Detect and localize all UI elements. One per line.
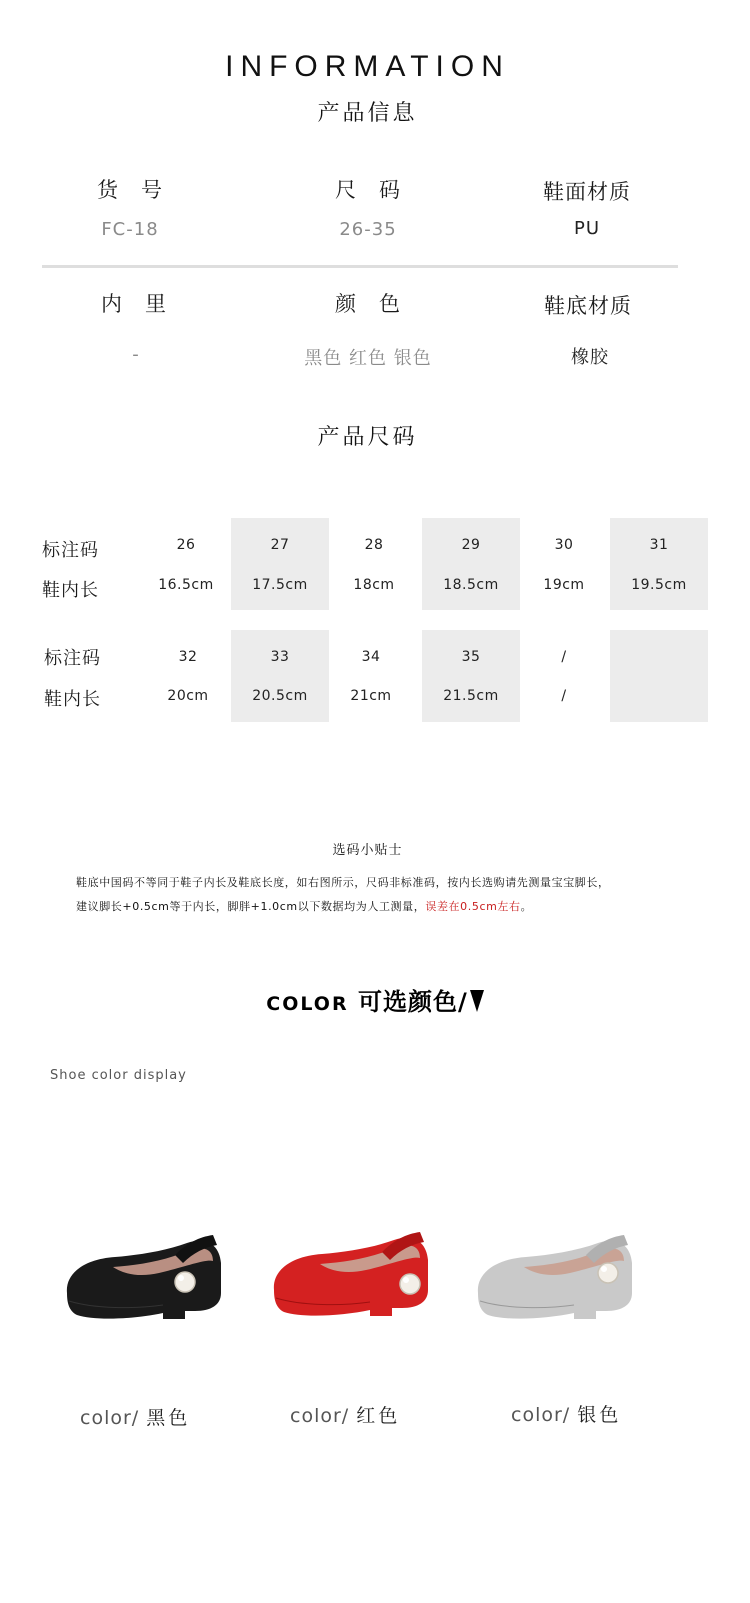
length-value: 18.5cm (443, 577, 499, 593)
size-cell (231, 518, 329, 610)
length-value: 21cm (350, 688, 392, 704)
caption-color-name: 银色 (577, 1404, 622, 1426)
attr-label-lining: 内 里 (101, 292, 167, 316)
length-value: 16.5cm (158, 577, 214, 593)
attr-value-item-no: FC-18 (101, 219, 159, 240)
down-triangle-icon (470, 990, 484, 1012)
caption-prefix: color/ (511, 1404, 571, 1426)
tips-line-2 (76, 898, 532, 914)
color-heading-zh: 可选颜色/ (357, 988, 468, 1016)
length-value: 17.5cm (252, 577, 308, 593)
size-value: 29 (461, 537, 481, 553)
size-value: 34 (361, 649, 381, 665)
length-value: / (561, 688, 567, 704)
tips-line-1: 鞋底中国码不等同于鞋子内长及鞋底长度，如右图所示，尺码非标准码，按内长选购请先测量宝宝脚长， (76, 876, 610, 889)
attr-value-color: 黑色 红色 银色 (304, 348, 432, 369)
size-cell (139, 630, 237, 722)
tips-line-2-text: 建议脚长+0.5cm等于内长，脚胖+1.0cm以下数据均为人工测量， (76, 900, 426, 913)
length-value: 19cm (543, 577, 585, 593)
size-cell (610, 518, 708, 610)
red-mary-jane-shoe-icon (262, 1212, 437, 1332)
attr-value-upper-material: PU (573, 218, 601, 239)
size-value: 35 (461, 649, 481, 665)
size-cell (231, 630, 329, 722)
attr-label-item-no: 货 号 (97, 178, 163, 202)
row-label-length: 鞋内长 (42, 580, 99, 601)
size-value: 31 (649, 537, 669, 553)
attr-value-lining: - (132, 344, 140, 365)
size-value: 33 (270, 649, 290, 665)
length-value: 21.5cm (443, 688, 499, 704)
section-divider (42, 265, 678, 268)
size-cell (325, 518, 423, 610)
shoe-color-display-label: Shoe color display (50, 1068, 187, 1083)
black-mary-jane-shoe-icon (55, 1215, 230, 1335)
row-label-size: 标注码 (44, 648, 101, 669)
caption-color-name: 红色 (356, 1405, 401, 1427)
size-value: 32 (178, 649, 198, 665)
size-section-title: 产品尺码 (317, 425, 418, 450)
size-cell (515, 518, 613, 610)
size-cell (515, 630, 613, 722)
info-title: INFORMATION (225, 50, 510, 83)
caption-prefix: color/ (290, 1405, 350, 1427)
size-value: 26 (176, 537, 196, 553)
caption-prefix: color/ (80, 1407, 140, 1429)
color-caption-silver (511, 1400, 621, 1427)
size-value: 28 (364, 537, 384, 553)
attr-label-sole-material: 鞋底材质 (544, 294, 632, 318)
size-cell-empty (610, 630, 708, 722)
caption-color-name: 黑色 (146, 1407, 191, 1429)
length-value: 20cm (167, 688, 209, 704)
info-subtitle: 产品信息 (317, 101, 418, 126)
length-value: 18cm (353, 577, 395, 593)
attr-label-color: 颜 色 (335, 292, 401, 316)
size-value: 27 (270, 537, 290, 553)
size-cell (322, 630, 420, 722)
size-cell (137, 518, 235, 610)
size-value: / (561, 649, 567, 665)
color-caption-red (290, 1401, 400, 1428)
tips-error-note: 误差在0.5cm左右 (425, 900, 521, 913)
length-value: 19.5cm (631, 577, 687, 593)
size-value: 30 (554, 537, 574, 553)
size-cell (422, 518, 520, 610)
attr-value-sole-material: 橡胶 (571, 347, 609, 368)
attr-label-upper-material: 鞋面材质 (543, 180, 631, 204)
tips-line-2-end: 。 (520, 900, 533, 913)
color-heading (0, 982, 750, 1017)
color-caption-black (80, 1403, 190, 1430)
row-label-size: 标注码 (42, 540, 99, 561)
tips-title: 选码小贴士 (332, 843, 403, 858)
length-value: 20.5cm (252, 688, 308, 704)
attr-label-size: 尺 码 (335, 178, 401, 202)
silver-mary-jane-shoe-icon (466, 1215, 641, 1335)
attr-value-size: 26-35 (339, 219, 397, 240)
row-label-length: 鞋内长 (44, 689, 101, 710)
size-cell (422, 630, 520, 722)
color-heading-latin: COLOR (266, 993, 349, 1015)
